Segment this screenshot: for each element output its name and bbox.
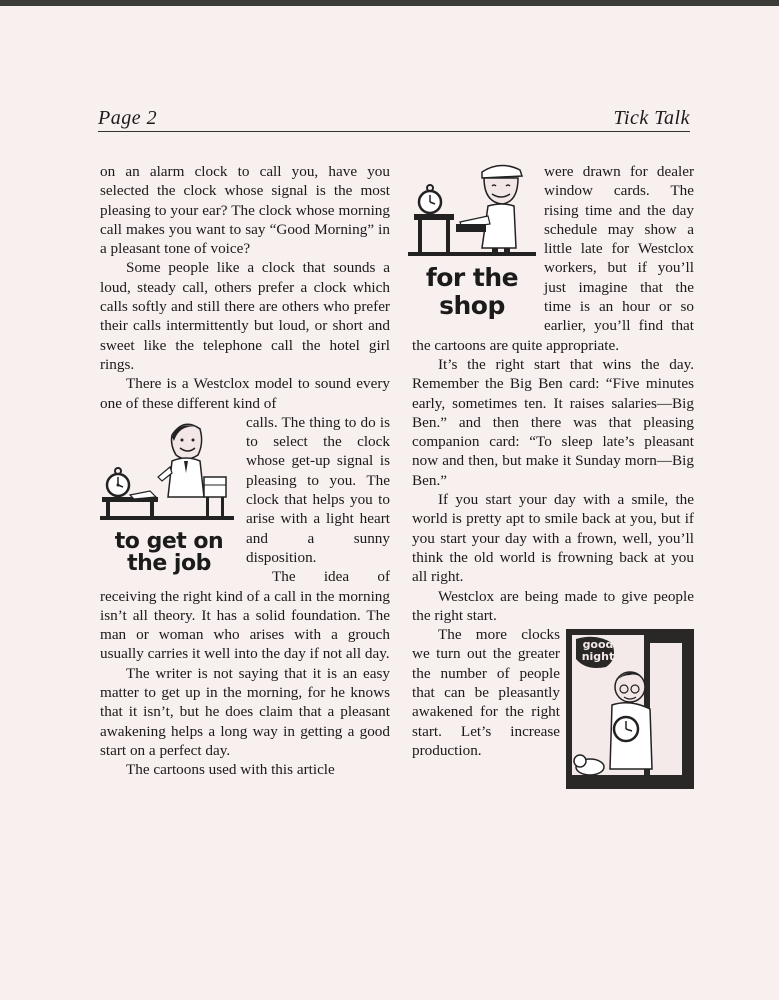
cartoon-for-shop [408,162,536,322]
paragraph: There is a Westclox model to sound every one of these different kind of [100,375,390,412]
paragraph: on an alarm clock to call you, have you selected the clock whose signal is the most pleasing to your ear? The clock whose morning call makes you want to say “Good Morning” in a pleasant tone of voice? [100,163,390,258]
paragraph: The more clocks we turn out the greater the number of people that can be pleasantly awakened for the right start. Let’s increase production. [412,626,560,759]
cartoon-good-night [566,629,694,791]
cartoon-caption: for the shop [425,263,519,320]
paragraph: were drawn for dealer window cards. The rising time and the day schedule may show a little late for Westclox workers, but if you’ll just imagine that the time is an hour or so earlier, you’ll find that the cartoons are quite appropriate. [412,163,694,354]
cartoon-caption: good night [581,638,615,664]
workman-illustration [408,162,536,262]
scan-edge [0,0,779,6]
cartoon-caption: to get on the job [114,528,224,576]
paragraph: The cartoons used with this article [126,761,335,779]
page-number: Page 2 [98,107,158,129]
paragraph: If you start your day with a smile, the world is pretty apt to smile back at you, but if you start your day with a frown, well, you’ll think the old world is frowning back at you all right. [412,491,694,586]
paragraph: The idea of receiving the right kind of a call in the morning isn’t all theory. It has a solid foundation. The man or woman who arises with a grouch usually carries it well into the day if not all day. [100,568,390,663]
left-column [100,162,390,780]
header-rule [98,131,690,132]
cartoon-get-on-job [100,415,238,575]
alarm-clock-man-illustration [100,415,238,527]
page-header [98,107,690,133]
paragraph: The writer is not saying that it is an easy matter to get up in the morning, for he knows that it isn’t, but he does claim that a pleasant awakening helps a long way in getting a good start on a perfect day. [100,664,390,759]
paragraph: Westclox are being made to give people the right start. [412,587,694,624]
paragraph: It’s the right start that wins the day. Remember the Big Ben card: “Five minutes early, sometimes ten. It raises salaries—Big Ben.” and then there was that pleasing companion card: “To sleep late’s pleasant now and then, but make it Sunday morn—Big Ben.” [412,355,694,489]
publication-title: Tick Talk [613,107,690,129]
paragraph: Some people like a clock that sounds a loud, steady call, others prefer a clock which calls softly and still there are others who prefer their calls intermittently but loud, or short and sweet like the telephone call the hotel girl rings. [100,259,390,373]
paragraph: calls. The thing to do is to select the clock whose get-up signal is pleasing to you. The clock that helps you to arise with a light heart and a sunny disposition. [246,413,390,566]
right-column [412,162,694,791]
